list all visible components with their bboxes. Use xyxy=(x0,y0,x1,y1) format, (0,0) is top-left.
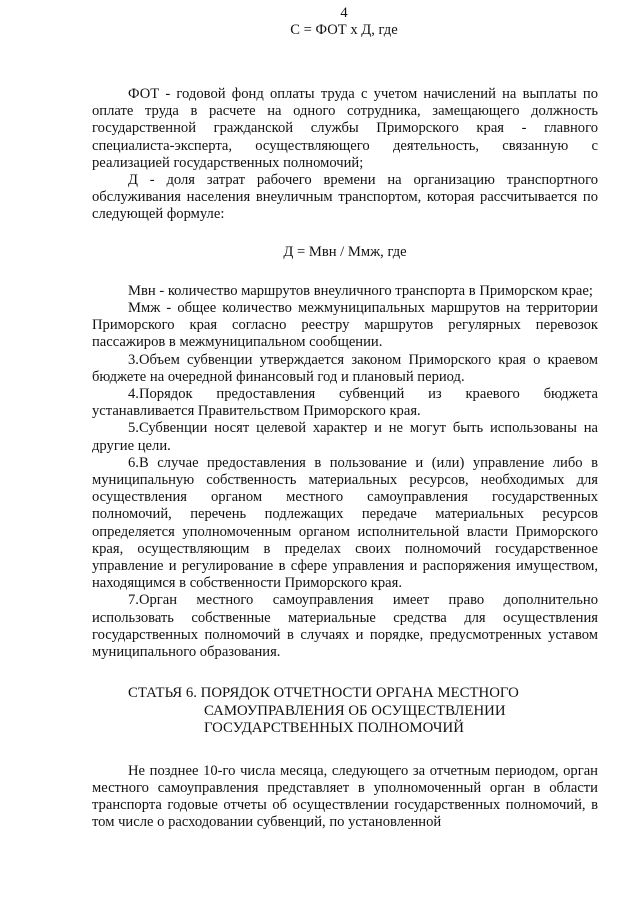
article-heading-line-3: ГОСУДАРСТВЕННЫХ ПОЛНОМОЧИЙ xyxy=(204,720,464,737)
paragraph-fot: ФОТ - годовой фонд оплаты труда с учетом начислений на выплаты по оплате труда в расчете на одного сотрудника, замещающего должность государственной гражданской службы Приморского края - главного специалиста-эксперта, осуществляющего деятельность, связанную с реализацией государственных полномочий; xyxy=(92,86,598,171)
paragraph-item-3: 3.Объем субвенции утверждается законом Приморского края о краевом бюджете на очередной финансовый год и плановый период. xyxy=(92,351,598,385)
paragraph-item-4: 4.Порядок предоставления субвенций из краевого бюджета устанавливается Правительством Приморского края. xyxy=(92,386,598,420)
article-heading-line-1: СТАТЬЯ 6. ПОРЯДОК ОТЧЕТНОСТИ ОРГАНА МЕСТНОГО xyxy=(128,685,519,702)
formula-second: Д = Мвн / Ммж, где xyxy=(283,243,407,260)
paragraph-mmzh: Ммж - общее количество межмуниципальных маршрутов на территории Приморского края согласно реестру маршрутов регулярных перевозок пассажиров в межмуниципальном сообщении. xyxy=(92,300,598,351)
page-number: 4 xyxy=(340,5,348,21)
article-heading-line-2: САМОУПРАВЛЕНИЯ ОБ ОСУЩЕСТВЛЕНИИ xyxy=(204,702,506,719)
paragraph-item-5: 5.Субвенции носят целевой характер и не могут быть использованы на другие цели. xyxy=(92,420,598,454)
paragraph-item-6: 6.В случае предоставления в пользование и (или) управление либо в муниципальную собственность материальных ресурсов, необходимых для осуществления органом местного самоуправления государственных полномочий, перечень подлежащих передаче материальных ресурсов определяется уполномоченным органом исполнительной власти Приморского края, осуществляющим в пределах своих полномочий государственное управление и регулирование в сфере управления и распоряжения имуществом, находящимся в собственности Приморского края. xyxy=(92,454,598,592)
document-body xyxy=(92,86,598,831)
paragraph-share: Д - доля затрат рабочего времени на организацию транспортного обслуживания населения внеуличным транспортом, которая рассчитывается по следующей формуле: xyxy=(92,172,598,223)
paragraph-article-6: Не позднее 10-го числа месяца, следующего за отчетным периодом, орган местного самоуправления представляет в уполномоченный орган в области транспорта годовые отчеты об осуществлении государственных полномочий, в том числе о расходовании субвенций, по установленной xyxy=(92,762,598,831)
paragraph-item-7: 7.Орган местного самоуправления имеет право дополнительно использовать собственные материальные средства для осуществления государственных полномочий в случаях и порядке, предусмотренных уставом муниципального образования. xyxy=(92,592,598,661)
article-heading xyxy=(92,685,598,737)
paragraph-mvn: Мвн - количество маршрутов внеуличного транспорта в Приморском крае; xyxy=(128,282,593,299)
formula-main: С = ФОТ х Д, где xyxy=(290,22,398,38)
